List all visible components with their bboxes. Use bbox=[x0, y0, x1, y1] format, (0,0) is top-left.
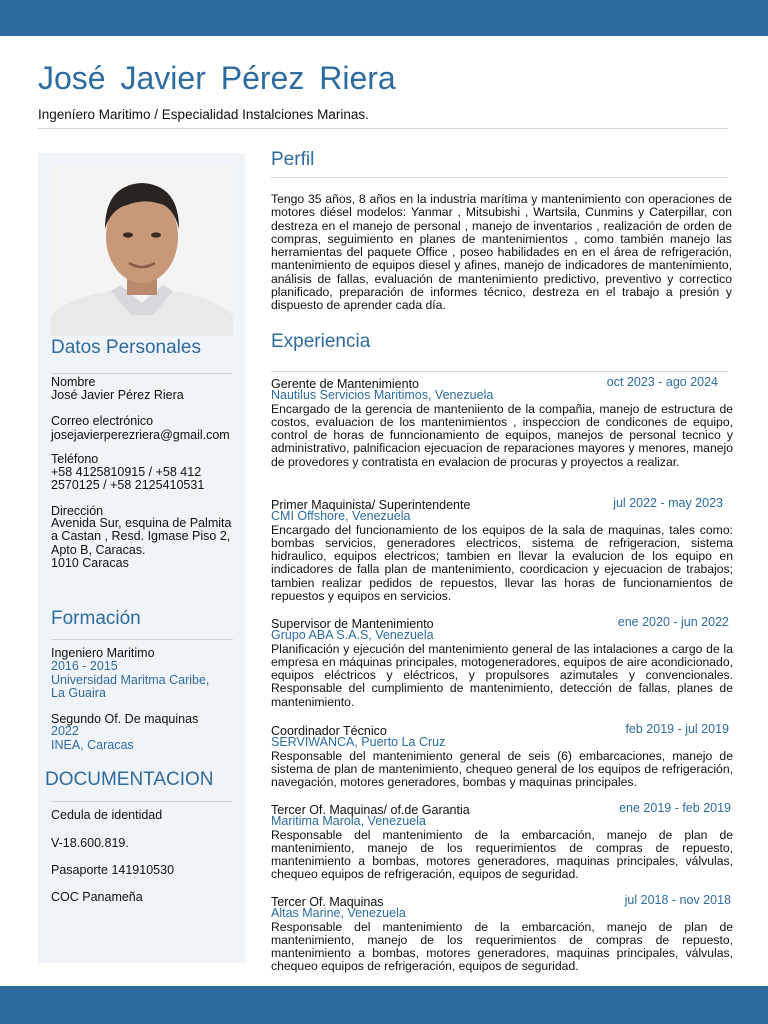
header-divider bbox=[38, 128, 728, 129]
job-company: CMI Offshore, Venezuela bbox=[271, 509, 411, 523]
job-entry bbox=[271, 893, 733, 974]
name-label: Nombre bbox=[51, 375, 96, 389]
job-dates: ene 2020 - jun 2022 bbox=[617, 615, 729, 629]
candidate-name: José Javier Pérez Riera bbox=[38, 60, 396, 96]
education-institution: Universidad Maritma Caribe, La Guaira bbox=[51, 673, 210, 701]
job-company: SERVIWANCA, Puerto La Cruz bbox=[271, 735, 446, 749]
experience-divider bbox=[271, 371, 728, 372]
profile-text: Tengo 35 años, 8 años en la industria marítima y mantenimiento con operaciones de motores diésel modelos: Yanmar , Mitsubishi , Wartsila, Cunmins y Caterpillar, con destreza en el manejo de personal , manejo de inventarios , realización de orden de compras, seguimiento en planes de mantenimientos , como también manejo las herramientas del paquete Office , poseo habilidades en en el área de refrigeración, mantenimiento de equipos diesel y afines, manejo de indicadores de mantenimiento, análisis de fallas, evaluación de mantenimiento predictivo, preventivo y correctico planificado, preparación de informes técnico, destreza en el trabajo a presión y dispuesto de aprender cada día. bbox=[271, 192, 732, 313]
job-title: Tercer Of. Maquinas bbox=[271, 895, 384, 909]
job-description: Encargado del funcionamiento de los equipos de la sala de maquinas, tales como: bombas servicios, generadores electricos, sistema de refrigeracion, sistema hidraulico, equipos electricos; tambien en llevar la evalucion de los equipo en indicadores de falla plan de mantenimiento, coordicacion y ejecuacion de trabajos; tambien realizar pedidos de repuestos, llevar las horas de funcionamientos de repuestos y equipos en servicios. bbox=[271, 522, 733, 603]
education-institution: INEA, Caracas bbox=[51, 738, 134, 752]
documentation-title: DOCUMENTACION bbox=[45, 769, 214, 790]
job-description: Planificación y ejecución del mantenimiento general de las intalaciones a cargo de la empresa en máquinas principales, motogeneradores, equipos de aire acondicionado, equipos eléctricos y eléctricos, y propulsores azimutales y convencionales. Responsable del cumplimiento de mantenimiento, detección de fallas, planes de mantenimiento. bbox=[271, 641, 733, 709]
profile-photo-image bbox=[51, 165, 233, 336]
phone-label: Teléfono bbox=[51, 452, 99, 466]
address-label: Dirección bbox=[51, 504, 104, 518]
education-degree: Segundo Of. De maquinas bbox=[51, 712, 199, 726]
email-value[interactable]: josejavierperezriera@gmail.com bbox=[51, 428, 230, 442]
job-description: Responsable del mantenimiento de la embarcación, manejo de plan de mantenimiento, manejo de los requerimientos de compras de repuesto, mantenimiento a bombas, motores generadores, maquinas principales, válvulas, chequeo equipos de refrigeración, equipos de seguridad. bbox=[271, 919, 733, 974]
job-dates: feb 2019 - jul 2019 bbox=[625, 722, 729, 736]
doc-item: Pasaporte 141910530 bbox=[51, 863, 175, 877]
education-years: 2022 bbox=[51, 724, 79, 738]
address-postal: 1010 Caracas bbox=[51, 556, 129, 570]
candidate-subtitle: Ingeníero Maritimo / Especialidad Instalciones Marinas. bbox=[38, 107, 369, 122]
personal-data-title: Datos Personales bbox=[51, 337, 201, 358]
email-label: Correo electrónico bbox=[51, 414, 154, 428]
profile-title: Perfil bbox=[271, 149, 315, 170]
phone-value: +58 4125810915 / +58 412 2570125 / +58 2125410531 bbox=[51, 465, 205, 493]
doc-item: V-18.600.819. bbox=[51, 836, 129, 850]
job-dates: ene 2019 - feb 2019 bbox=[619, 801, 731, 815]
job-description: Responsable del mantenimiento general de seis (6) embarcaciones, manejo de sistema de plan de mantenimiento, chequeo general de los equipos de refrigeración, navegación, motores generadores, bombas y maquinas principales. bbox=[271, 748, 733, 790]
job-company: Nautilus Servicios Maritimos, Venezuela bbox=[271, 388, 494, 402]
doc-item: Cedula de identidad bbox=[51, 808, 163, 822]
job-entry bbox=[271, 615, 733, 709]
job-company: Grupo ABA S.A.S, Venezuela bbox=[271, 628, 434, 642]
job-company: Altas Marine, Venezuela bbox=[271, 906, 406, 920]
top-accent-bar bbox=[0, 0, 768, 36]
job-title: Primer Maquinista/ Superintendente bbox=[271, 498, 471, 512]
profile-photo bbox=[51, 165, 233, 336]
doc-item: COC Panameña bbox=[51, 890, 143, 904]
experience-title: Experiencia bbox=[271, 331, 371, 352]
job-title: Tercer Of. Maquinas/ of.de Garantia bbox=[271, 803, 470, 817]
education-degree: Ingeniero Maritimo bbox=[51, 646, 155, 660]
job-entry bbox=[271, 496, 733, 603]
job-description: Encargado de la gerencia de manteniiento de la compañia, manejo de estructura de costos, evaluacion de los mantenimientos , inspeccion de condicones de equipo, control de horas de funncionamiento de equipos, manejos de personal tecnico y administrativo, palnificacion ejecuacion de reparaciones mayores y menores, manejo de provedores y contratista en evalacion de procuras y proyectos a realizar. bbox=[271, 401, 733, 469]
job-title: Gerente de Mantenimiento bbox=[271, 377, 420, 391]
job-description: Responsable del mantenimiento de la embarcación, manejo de plan de mantenimiento, manejo de los requerimientos de compras de repuesto, mantenimiento a bombas, motores generadores, maquinas principales, válvulas, chequeo equipos de refrigeración, equipos de seguridad. bbox=[271, 827, 733, 882]
job-dates: oct 2023 - ago 2024 bbox=[606, 375, 718, 389]
education-title: Formación bbox=[51, 608, 141, 629]
bottom-accent-bar bbox=[0, 986, 768, 1024]
job-company: Maritima Marola, Venezuela bbox=[271, 814, 426, 828]
address-value: Avenida Sur, esquina de Palmita a Castan , Resd. Igmase Piso 2, Apto B, Caracas. bbox=[51, 516, 232, 557]
job-title: Coordinador Técnico bbox=[271, 724, 387, 738]
personal-data-divider bbox=[51, 373, 233, 374]
name-value: José Javier Pérez Riera bbox=[51, 388, 184, 402]
job-entry bbox=[271, 375, 733, 469]
job-dates: jul 2018 - nov 2018 bbox=[624, 893, 731, 907]
job-entry bbox=[271, 722, 733, 789]
profile-divider bbox=[271, 177, 728, 178]
job-dates: jul 2022 - may 2023 bbox=[613, 496, 723, 510]
documentation-divider bbox=[51, 801, 233, 802]
education-years: 2016 - 2015 bbox=[51, 659, 118, 673]
job-title: Supervisor de Mantenimiento bbox=[271, 617, 434, 631]
job-entry bbox=[271, 801, 733, 882]
education-divider bbox=[51, 639, 233, 640]
